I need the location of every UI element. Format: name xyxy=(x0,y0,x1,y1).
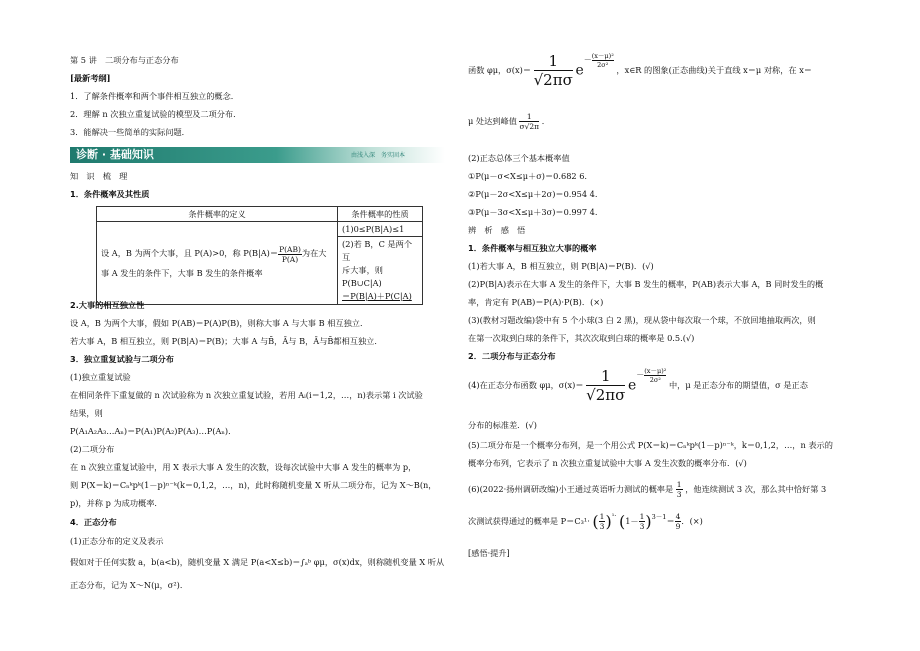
p-second-denominator: 3 xyxy=(639,522,645,531)
conditional-fraction xyxy=(278,245,302,264)
table-header-definition: 条件概率的定义 xyxy=(97,207,338,222)
table-property-2 xyxy=(338,237,423,305)
probability-2: ②P(μ－2σ<X≤μ＋2σ)＝0.954 4. xyxy=(468,189,598,199)
analysis-1-line-1: (1)若大事 A，B 相互独立，则 P(B|A)＝P(B)．(√) xyxy=(468,261,654,271)
formula-e: e xyxy=(575,62,584,79)
fraction-numerator: P(AB) xyxy=(279,244,301,254)
formula-denominator: √2πσ xyxy=(533,71,573,89)
formula-suffix: ，x∈R 的图象(正态曲线)关于直线 x＝μ 对称，在 x＝ xyxy=(616,65,812,75)
line-6-prefix: 次测试获得通过的概率是 P＝C₃¹· xyxy=(468,516,590,526)
lecture-title: 第 5 讲 二项分布与正态分布 xyxy=(70,55,179,65)
property-2-line-1: (2)若 B，C 是两个互 xyxy=(342,239,413,262)
peak-suffix: ． xyxy=(541,116,550,126)
analysis-2-title: 2．二项分布与正态分布 xyxy=(468,351,556,361)
section-2-line-2: 若大事 A，B 相互独立，则 P(B|A)＝P(B)；大事 A 与B̄，Ā与 B，Ā与B̄都相互独立． xyxy=(70,336,383,346)
table-definition-cell xyxy=(97,222,338,305)
p-second-numerator: 1 xyxy=(639,512,645,521)
analysis-2-line-6: 次测试获得通过的概率是 P＝C₃¹· ( $\frac{1}{3}$ )$^{^1\cdot}$ (1－ $\frac{1}{3}$ )$^{3-1}$＝ $\frac{4}{9}$ ．(×) xyxy=(468,512,703,531)
definition-text-a: 设 A，B 为两个大事，且 P(A)>0，称 P(B|A)＝ xyxy=(101,248,279,259)
formula-prefix: 函数 φμ，σ(x)＝ xyxy=(468,65,532,75)
normal-probabilities-title: (2)正态总体三个基本概率值 xyxy=(468,153,570,163)
one-third-denominator: 3 xyxy=(676,490,682,499)
insight-heading: [感悟·提升] xyxy=(468,548,510,558)
analysis-formula-denominator: √2πσ xyxy=(586,386,626,404)
section-3-line-3: P(A₁A₂A₃…Aₙ)＝P(A₁)P(A₂)P(A₃)…P(Aₙ)． xyxy=(70,426,237,436)
p-first-denominator: 3 xyxy=(599,522,605,531)
probability-3: ③P(μ－3σ<X≤μ＋3σ)＝0.997 4. xyxy=(468,207,598,217)
section-4-line-1: 假如对于任何实数 a，b(a<b)，随机变量 X 满足 P(a<X≤b)＝∫ₐᵇ φμ，σ(x)dx，则称随机变量 X 听从 xyxy=(70,557,445,567)
formula-fraction xyxy=(534,52,573,89)
analysis-2-line-1-prefix: (4)在正态分布函数 φμ，σ(x)＝ xyxy=(468,380,584,390)
analysis-formula-exponent xyxy=(644,367,666,384)
analysis-2-line-1-suffix: 中，μ 是正态分布的期望值，σ 是正态 xyxy=(668,380,808,390)
analysis-1-title: 1．条件概率与相互独立大事的概率 xyxy=(468,243,597,253)
definition-text-c: 事 A 发生的条件下，大事 B 发生的条件概率 xyxy=(101,267,263,278)
section-2-title: 2.大事的相互独立性 xyxy=(70,300,145,310)
one-third-numerator: 1 xyxy=(676,480,682,489)
line-5-suffix: ，他连续测试 3 次，那么其中恰好第 3 xyxy=(685,484,827,494)
table-property-1: (1)0≤P(B|A)≤1 xyxy=(338,222,423,237)
section-1-title: 1．条件概率及其性质 xyxy=(70,189,150,199)
analysis-1-line-2: (2)P(B|A)表示在大事 A 发生的条件下，大事 B 发生的概率，P(AB)表示大事 A，B 同时发生的概 xyxy=(468,279,824,289)
analysis-heading: 辨 析 感 悟 xyxy=(468,225,526,235)
definition-text-b: 为在大 xyxy=(301,248,327,259)
section-3-line-1: 在相同条件下重复做的 n 次试验称为 n 次独立重复试验，若用 Aᵢ(i＝1,2，…，n)表示第 i 次试验 xyxy=(70,390,423,400)
analysis-2-line-2: 分布的标准差．(√) xyxy=(468,420,537,430)
section-3-sub-2: (2)二项分布 xyxy=(70,444,115,454)
line-6-equals: ＝ xyxy=(666,516,675,526)
line-6-suffix: ．(×) xyxy=(681,516,703,526)
peak-line xyxy=(468,112,550,131)
analysis-exponent-numerator: (x－μ)² xyxy=(644,367,667,375)
peak-denominator: σ√2π xyxy=(519,122,540,131)
exam-item-3: 3．能解决一些简单的实际问题． xyxy=(70,127,190,137)
section-3-line-5: 则 P(X＝k)＝Cₙᵏpᵏ(1－p)ⁿ⁻ᵏ(k＝0,1,2，…，n)，此时称随机变量 X 听从二项分布，记为 X～B(n， xyxy=(70,480,437,490)
p-first-numerator: 1 xyxy=(599,512,605,521)
analysis-2-line-4: 概率分布列，它表示了 n 次独立重复试验中大事 A 发生次数的概率分布．(√) xyxy=(468,458,747,468)
analysis-formula-numerator: 1 xyxy=(586,367,625,386)
exponent-denominator: 2σ² xyxy=(597,61,609,69)
four-ninths-numerator: 4 xyxy=(675,512,681,521)
normal-density-formula: 函数 φμ，σ(x)＝ $\frac{1}{√2\pi\sigma}$ e－ $\frac{\text{(x－μ)²}}{\text{2σ²}}$ ，x∈R 的图象(正态曲线)关于直线 x＝μ 对称，在 x＝ xyxy=(468,52,812,89)
section-3-line-6: p)，并称 p 为成功概率． xyxy=(70,498,163,508)
banner-title: 诊断 · 基础知识 xyxy=(76,148,154,161)
section-3-title: 3．独立重复试验与二项分布 xyxy=(70,354,174,364)
fraction-denominator: P(A) xyxy=(281,254,299,264)
probability-1: ①P(μ－σ<X≤μ＋σ)＝0.682 6. xyxy=(468,171,588,181)
peak-fraction xyxy=(519,112,539,131)
analysis-formula-fraction xyxy=(586,367,625,404)
analysis-exponent-denominator: 2σ² xyxy=(649,376,661,384)
exam-header: [最新考纲] xyxy=(70,73,111,83)
property-2-line-2: 斥大事，则 P(B∪C|A) xyxy=(342,265,383,288)
section-4-sub-1: (1)正态分布的定义及表示 xyxy=(70,536,164,546)
section-3-sub-1: (1)独立重复试验 xyxy=(70,372,131,382)
analysis-1-line-3: 率，肯定有 P(AB)＝P(A)·P(B)．(×) xyxy=(468,297,604,307)
line-5-prefix: (6)(2022·扬州调研改编)小王通过英语听力测试的概率是 xyxy=(468,484,674,494)
section-4-line-2: 正态分布，记为 X～N(μ，σ²)． xyxy=(70,580,189,590)
one-third-fraction xyxy=(676,480,683,499)
exponent-numerator: (x－μ)² xyxy=(591,52,614,60)
line-6-exponent: 3－1 xyxy=(651,513,667,521)
analysis-2-line-5 xyxy=(468,480,826,499)
analysis-formula-e: e xyxy=(627,377,637,394)
peak-prefix: μ 处达到峰值 xyxy=(468,116,517,126)
exam-item-2: 2．理解 n 次独立重复试验的模型及二项分布． xyxy=(70,109,242,119)
exam-item-1: 1．了解条件概率和两个事件相互独立的概念． xyxy=(70,91,239,101)
analysis-1-line-4: (3)(教材习题改编)袋中有 5 个小球(3 白 2 黑)，现从袋中每次取一个球，不放回地抽取两次，则 xyxy=(468,315,816,325)
section-4-title: 4．正态分布 xyxy=(70,517,117,527)
property-2-line-3: ＝P(B|A)＋P(C|A) xyxy=(342,291,412,301)
conditional-probability-table xyxy=(96,206,423,305)
knowledge-heading: 知 识 梳 理 xyxy=(70,171,128,181)
four-ninths-denominator: 9 xyxy=(675,522,681,531)
section-3-line-2: 结果，则 xyxy=(70,408,103,418)
section-3-line-4: 在 n 次独立重复试验中，用 X 表示大事 A 发生的次数，设每次试验中大事 A 发生的概率为 p， xyxy=(70,462,417,472)
section-banner xyxy=(70,147,445,163)
banner-subtitle: 由浅入深 务实固本 xyxy=(350,152,405,159)
analysis-2-formula-line: (4)在正态分布函数 φμ，σ(x)＝ $\frac{1}{√2\pi\sigma}$ e－ $\frac{\text{(x－μ)²}}{\text{2σ²}}$ 中，μ 是正态分布的期望值，σ 是正态 xyxy=(468,367,808,404)
analysis-2-line-3: (5)二项分布是一个概率分布列，是一个用公式 P(X＝k)＝Cₙᵏpᵏ(1－p)ⁿ⁻ᵏ，k＝0,1,2，…，n 表示的 xyxy=(468,440,833,450)
section-2-line-1: 设 A，B 为两个大事，假如 P(AB)＝P(A)P(B)，则称大事 A 与大事 B 相互独立． xyxy=(70,318,369,328)
line-6-mid: ¹· xyxy=(611,512,617,520)
analysis-1-line-5: 在第一次取到白球的条件下，其次次取到白球的概率是 0.5.(√) xyxy=(468,333,695,343)
line-6-mid2: 1－ xyxy=(625,516,639,526)
formula-exponent xyxy=(592,52,614,69)
peak-numerator: 1 xyxy=(519,112,539,122)
table-header-properties: 条件概率的性质 xyxy=(338,207,423,222)
formula-numerator: 1 xyxy=(534,52,573,71)
